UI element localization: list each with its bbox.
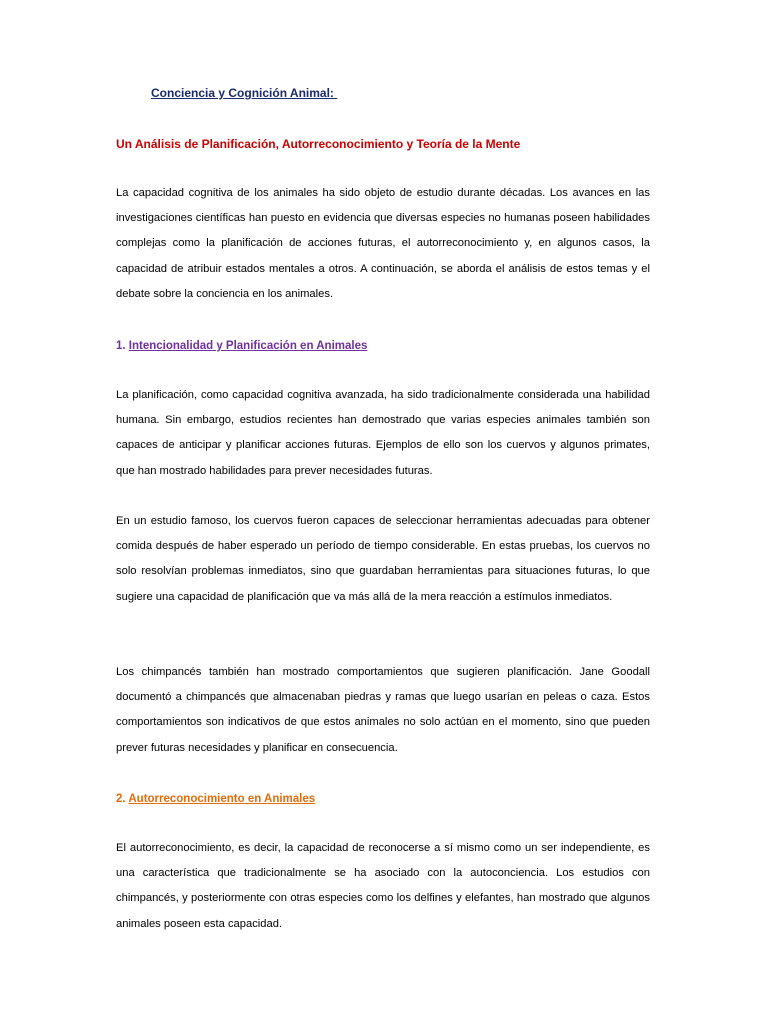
document-subtitle: Un Análisis de Planificación, Autorreconocimiento y Teoría de la Mente	[116, 137, 521, 151]
section-1-paragraph-1: La planificación, como capacidad cognitiva avanzada, ha sido tradicionalmente considerada una habilidad humana. Sin embargo, estudios recientes han demostrado que varias especies animales también son capaces de anticipar y planificar acciones futuras. Ejemplos de ello son los cuervos y algunos primates, que han mostrado habilidades para prever necesidades futuras.	[116, 389, 650, 477]
section-2-paragraph-1: El autorreconocimiento, es decir, la capacidad de reconocerse a sí mismo como un ser independiente, es una característica que tradicionalmente se ha asociado con la autoconciencia. Los estudios con chimpancés, y posteriormente con otras especies como los delfines y elefantes, han mostrado que algunos animales poseen esta capacidad.	[116, 842, 650, 930]
section-1-number: 1.	[116, 340, 129, 352]
section-2-heading-link[interactable]: Autorreconocimiento en Animales	[128, 793, 316, 805]
section-1-heading-link[interactable]: Intencionalidad y Planificación en Animales	[128, 340, 368, 352]
section-2-number: 2.	[116, 793, 129, 805]
section-2-heading	[116, 792, 315, 806]
intro-paragraph: La capacidad cognitiva de los animales ha sido objeto de estudio durante décadas. Los avances en las investigaciones científicas han puesto en evidencia que diversas especies no humanas poseen habilidades complejas como la planificación de acciones futuras, el autorreconocimiento y, en algunos casos, la capacidad de atribuir estados mentales a otros. A continuación, se aborda el análisis de estos temas y el debate sobre la conciencia en los animales.	[116, 187, 650, 300]
section-1-heading	[116, 339, 367, 353]
section-1-paragraph-2: En un estudio famoso, los cuervos fueron capaces de seleccionar herramientas adecuadas para obtener comida después de haber esperado un período de tiempo considerable. En estas pruebas, los cuervos no solo resolvían problemas inmediatos, sino que guardaban herramientas para situaciones futuras, lo que sugiere una capacidad de planificación que va más allá de la mera reacción a estímulos inmediatos.	[116, 515, 650, 603]
document-title: Conciencia y Cognición Animal:	[151, 86, 338, 100]
section-1-paragraph-3: Los chimpancés también han mostrado comportamientos que sugieren planificación. Jane Goodall documentó a chimpancés que almacenaban piedras y ramas que luego usarían en peleas o caza. Estos comportamientos son indicativos de que estos animales no solo actúan en el momento, sino que pueden prever futuras necesidades y planificar en consecuencia.	[116, 666, 650, 754]
